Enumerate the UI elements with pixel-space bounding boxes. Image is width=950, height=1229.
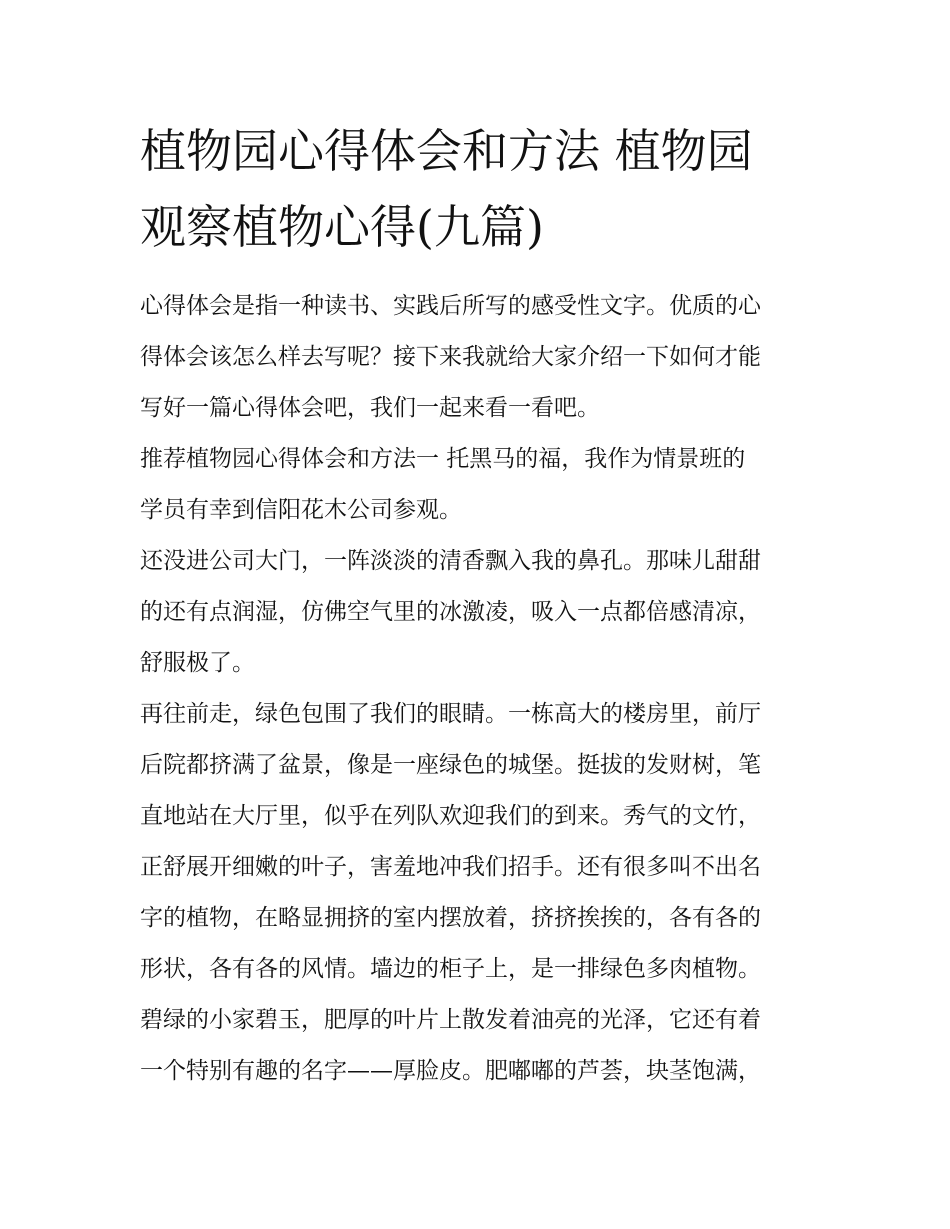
paragraph-line: 的还有点润湿，仿佛空气里的冰激凌，吸入一点都倍感清凉，: [140, 599, 761, 625]
paragraph-line: 心得体会是指一种读书、实践后所写的感受性文字。优质的心: [140, 293, 761, 319]
page-title: [140, 113, 820, 265]
paragraph-intro: [140, 281, 820, 434]
paragraph-line: 碧绿的小家碧玉，肥厚的叶片上散发着油亮的光泽，它还有着: [140, 1007, 761, 1033]
paragraph-line: 写好一篇心得体会吧，我们一起来看一看吧。: [140, 395, 600, 421]
paragraph-line: 字的植物，在略显拥挤的室内摆放着，挤挤挨挨的，各有各的: [140, 905, 761, 931]
paragraph-line: 舒服极了。: [140, 650, 255, 676]
paragraph-entrance: [140, 536, 820, 689]
paragraph-line: 形状，各有各的风情。墙边的柜子上，是一排绿色多肉植物。: [140, 956, 761, 982]
paragraph-green: [140, 689, 820, 1097]
title-line: 植物园心得体会和方法 植物园: [140, 124, 753, 178]
title-line: 观察植物心得(九篇): [140, 200, 544, 254]
paragraph-line: 还没进公司大门，一阵淡淡的清香飘入我的鼻孔。那味儿甜甜: [140, 548, 761, 574]
paragraph-line: 再往前走，绿色包围了我们的眼睛。一栋高大的楼房里，前厅: [140, 701, 761, 727]
paragraph-line: 推荐植物园心得体会和方法一 托黑马的福，我作为情景班的: [140, 446, 746, 472]
document-body: [140, 281, 820, 1097]
paragraph-line: 得体会该怎么样去写呢？接下来我就给大家介绍一下如何才能: [140, 344, 761, 370]
paragraph-line: 正舒展开细嫩的叶子，害羞地冲我们招手。还有很多叫不出名: [140, 854, 761, 880]
paragraph-line: 一个特别有趣的名字——厚脸皮。肥嘟嘟的芦荟，块茎饱满，: [140, 1058, 761, 1084]
paragraph-line: 学员有幸到信阳花木公司参观。: [140, 497, 462, 523]
paragraph-recommend: [140, 434, 820, 536]
paragraph-line: 后院都挤满了盆景，像是一座绿色的城堡。挺拔的发财树，笔: [140, 752, 761, 778]
paragraph-line: 直地站在大厅里，似乎在列队欢迎我们的到来。秀气的文竹，: [140, 803, 761, 829]
